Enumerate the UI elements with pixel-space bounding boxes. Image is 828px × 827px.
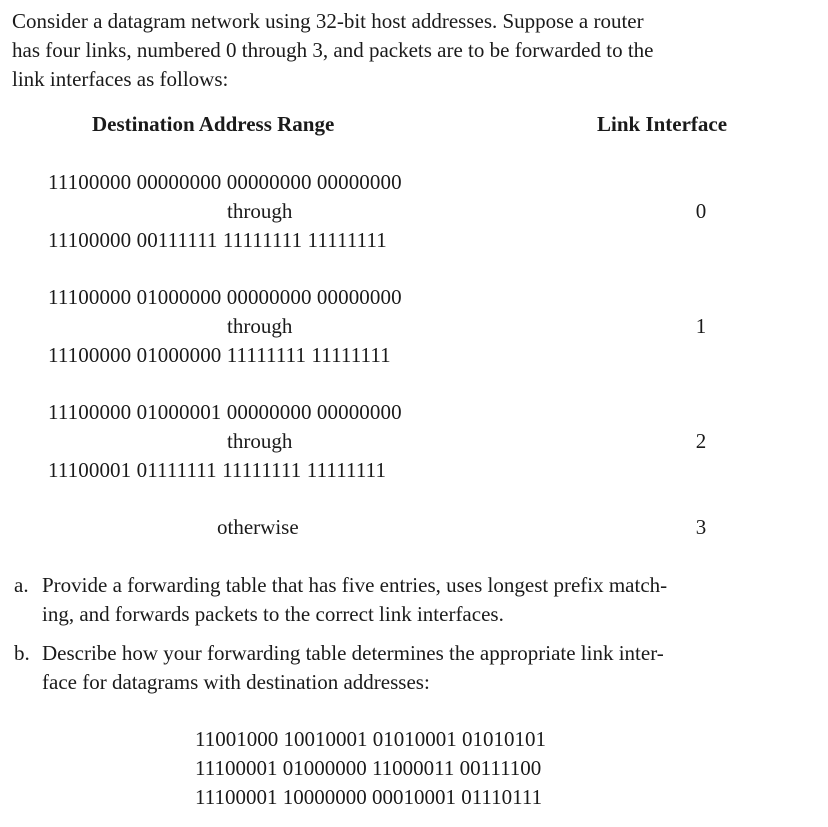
range-through-label: through: [227, 314, 293, 338]
intro-line: Consider a datagram network using 32-bit host addresses. Suppose a router: [12, 9, 644, 33]
link-interface-value: 0: [695, 199, 707, 223]
link-interface-value: 2: [695, 429, 707, 453]
intro-line: link interfaces as follows:: [12, 67, 229, 91]
destination-address: 11100001 10000000 00010001 01110111: [195, 785, 543, 809]
range-through-label: through: [227, 429, 293, 453]
header-destination-range: Destination Address Range: [92, 112, 335, 136]
link-interface-value: 3: [695, 515, 707, 539]
question-line: ing, and forwards packets to the correct link interfaces.: [42, 602, 504, 626]
destination-address: 11001000 10010001 01010001 01010101: [195, 727, 546, 751]
range-end-address: 11100000 01000000 11111111 11111111: [48, 343, 391, 367]
question-line: Provide a forwarding table that has five entries, uses longest prefix match-: [42, 573, 668, 597]
link-interface-value: 1: [695, 314, 707, 338]
question-b: [14, 639, 804, 699]
question-line: face for datagrams with destination addresses:: [42, 670, 430, 694]
header-link-interface: Link Interface: [597, 112, 728, 136]
range-through-label: through: [227, 199, 293, 223]
intro-paragraph: [12, 7, 812, 94]
range-start-address: 11100000 01000001 00000000 00000000: [48, 400, 402, 424]
range-start-address: 11100000 00000000 00000000 00000000: [48, 170, 402, 194]
question-letter: b.: [14, 641, 30, 665]
intro-line: has four links, numbered 0 through 3, and packets are to be forwarded to the: [12, 38, 654, 62]
question-line: Describe how your forwarding table determines the appropriate link inter-: [42, 641, 664, 665]
destination-address: 11100001 01000000 11000011 00111100: [195, 756, 542, 780]
question-a: [14, 571, 804, 631]
range-end-address: 11100000 00111111 11111111 11111111: [48, 228, 387, 252]
otherwise-label: otherwise: [217, 515, 299, 539]
range-end-address: 11100001 01111111 11111111 11111111: [48, 458, 387, 482]
question-letter: a.: [14, 573, 29, 597]
range-start-address: 11100000 01000000 00000000 00000000: [48, 285, 402, 309]
question-text: [42, 639, 802, 697]
question-text: [42, 571, 802, 629]
